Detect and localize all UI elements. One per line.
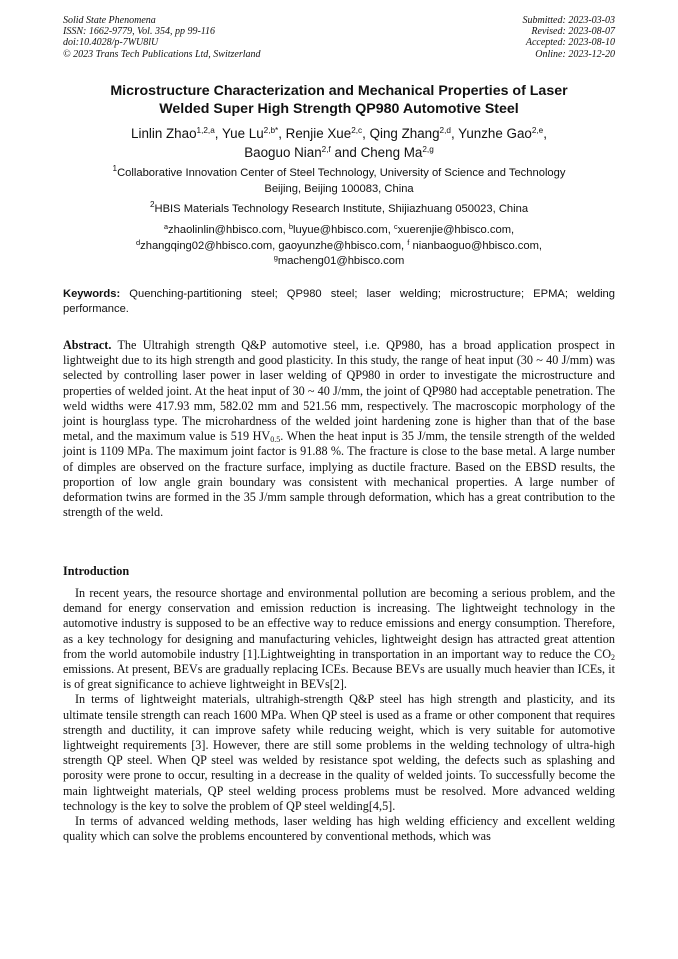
author-list — [63, 124, 615, 162]
intro-p1-part-1: In recent years, the resource shortage and environmental pollution are becoming a serious problem, and the demand for energy conservation and emission reduction is increasing. The lightweight technology in the automotive industry is supposed to be an effective way to reduce emissions and energy consumption. Therefore, as a key technology for designing and manufacturing vehicles, lightweight design has attracted great attention from the world automobile industry [1].Lightweighting in transportation in an important way to reduce the CO — [63, 586, 615, 661]
author-name: Baoguo Nian — [244, 145, 322, 160]
author-affil-mark: 2,f — [321, 145, 331, 154]
header-right — [523, 15, 616, 60]
intro-p1-part-2: emissions. At present, BEVs are gradually replacing ICEs. Because BEVs are usually much heavier than ICEs, it is of great significance to achieve lightweight in BEVs[2]. — [63, 662, 615, 692]
revised-date: Revised: 2023-08-07 — [531, 26, 615, 38]
author-name: and Cheng Ma — [330, 145, 423, 160]
email-line-2 — [63, 239, 615, 255]
email-link[interactable]: xuerenjie@hbisco.com, — [397, 224, 515, 236]
author-affil-mark: 2,c — [351, 126, 363, 135]
keywords-text: Quenching-partitioning steel; QP980 steel; laser welding; microstructure; EPMA; welding performance. — [63, 288, 615, 315]
affiliation-mark: 1 — [112, 164, 118, 173]
doi-line[interactable]: doi:10.4028/p-7WU8lU — [63, 37, 159, 49]
email-mark: f — [407, 237, 410, 247]
author-name: , Yunzhe Gao — [450, 126, 532, 141]
online-date: Online: 2023-12-20 — [535, 48, 615, 60]
author-line-2 — [63, 143, 615, 162]
accepted-date: Accepted: 2023-08-10 — [525, 37, 615, 49]
author-affil-mark: 2,d — [439, 126, 451, 135]
author-name: , Renjie Xue — [278, 126, 352, 141]
affiliation-1-line-2: Beijing, Beijing 100083, China — [264, 182, 414, 195]
copyright-line: © 2023 Trans Tech Publications Ltd, Switzerland — [63, 48, 261, 60]
author-affil-mark: 2,e — [531, 126, 544, 135]
intro-paragraph-1 — [63, 586, 615, 692]
author-name: Linlin Zhao — [131, 126, 197, 141]
paper-title — [63, 82, 615, 118]
email-mark: b — [288, 222, 294, 231]
email-link[interactable]: luyue@hbisco.com, — [293, 224, 394, 236]
abstract-block — [63, 338, 615, 520]
issn-line: ISSN: 1662-9779, Vol. 354, pp 99-116 — [63, 26, 216, 38]
email-link[interactable]: nianbaoguo@hbisco.com, — [409, 239, 543, 252]
email-mark: c — [393, 222, 398, 231]
email-link[interactable]: gaoyunzhe@hbisco.com, — [278, 239, 408, 252]
author-separator: , — [543, 126, 547, 141]
co2-subscript: 2 — [611, 652, 615, 662]
email-link[interactable]: zhaolinlin@hbisco.com, — [168, 224, 289, 236]
section-heading-introduction: Introduction — [63, 564, 130, 578]
email-mark: a — [163, 222, 169, 231]
email-mark: g — [273, 253, 278, 262]
email-link[interactable]: zhangqing02@hbisco.com, — [140, 239, 279, 252]
abstract-label: Abstract. — [63, 338, 112, 352]
affiliation-mark: 2 — [149, 200, 155, 209]
header-left — [63, 15, 261, 60]
email-link[interactable]: macheng01@hbisco.com — [277, 255, 405, 267]
affiliation-text: Collaborative Innovation Center of Steel Technology, University of Science and Technology — [117, 167, 566, 179]
intro-paragraph-2: In terms of lightweight materials, ultrahigh-strength Q&P steel has high strength and plasticity, and its ultimate tensile strength can reach 1600 MPa. When QP steel is used as a frame or other component that requires strength and ductility, it can improve safety while reducing weight, which is very suitable for automotive lightweight requirements [3]. However, there are still some problems in the welding technology of ultra-high strength QP steel. When QP steel was welded by resistance spot welding, the defects such as splashing and porosity were prone to occur, resulting in a decrease in the quality of welded joints. To successfully become the main lightweight materials, QP steel welding process problems must be resolved. More advanced welding technology is the key to solve the problem of QP steel welding[4,5]. — [63, 692, 615, 813]
abstract-subscript: 0.5 — [270, 435, 281, 445]
abstract-text-part-2: . When the heat input is 35 J/mm, the tensile strength of the welded joint is 1109 MPa. The maximum joint factor is 91.88 %. The fracture is close to the base metal. A large number of dimples are observed on the fracture surface, implying as ductile fracture. Based on the EBSD results, the proportion of low angle grain boundary was consistent with mechanical properties. A large number of deformation twins are formed in the 35 J/mm sample through deformation, which has a great contribution to the strength of the weld. — [63, 429, 616, 520]
keywords-label: Keywords: — [63, 288, 121, 300]
author-affil-mark: 1,2,a — [196, 126, 215, 135]
email-line-3 — [63, 254, 615, 270]
affiliation-2 — [63, 202, 615, 218]
journal-name: Solid State Phenomena — [63, 15, 156, 26]
affiliation-text: HBIS Materials Technology Research Institute, Shijiazhuang 050023, China — [154, 203, 529, 215]
author-emails — [63, 223, 615, 270]
introduction-body — [63, 586, 615, 844]
affiliation-1-line-1 — [63, 166, 615, 182]
submitted-date: Submitted: 2023-03-03 — [522, 15, 615, 26]
title-line-2: Welded Super High Strength QP980 Automotive Steel — [159, 101, 519, 117]
affiliation-1 — [63, 166, 615, 197]
intro-paragraph-3: In terms of advanced welding methods, laser welding has high welding efficiency and excellent welding quality which can solve the problems encountered by conventional methods, which was — [63, 814, 615, 844]
author-name: , Yue Lu — [214, 126, 264, 141]
email-line-1 — [63, 223, 615, 239]
author-affil-mark: 2,b* — [263, 126, 279, 135]
title-line-1: Microstructure Characterization and Mechanical Properties of Laser — [110, 83, 568, 99]
email-mark: d — [135, 237, 141, 247]
keywords-block — [63, 287, 615, 317]
author-name: , Qing Zhang — [362, 126, 440, 141]
abstract-text-part-1: The Ultrahigh strength Q&P automotive steel, i.e. QP980, has a broad application prospect in lightweight due to its high strength and good plasticity. In this study, the range of heat input (30 ~ 40 J/mm) was selected by controlling laser power in laser welding of QP980 in order to investigate the microstructure and properties of welded joint. At the heat input of 30 ~ 40 J/mm, the joint of QP980 had acceptable penetration. The weld widths were 417.93 mm, 582.02 mm and 521.56 mm, respectively. The macroscopic morphology of the joint is hourglass type. The microhardness of the welded joint hardening zone is higher than that of the base metal, and the maximum value is 519 HV — [63, 338, 615, 444]
author-line-1 — [63, 124, 615, 143]
author-affil-mark: 2,g — [422, 145, 434, 154]
